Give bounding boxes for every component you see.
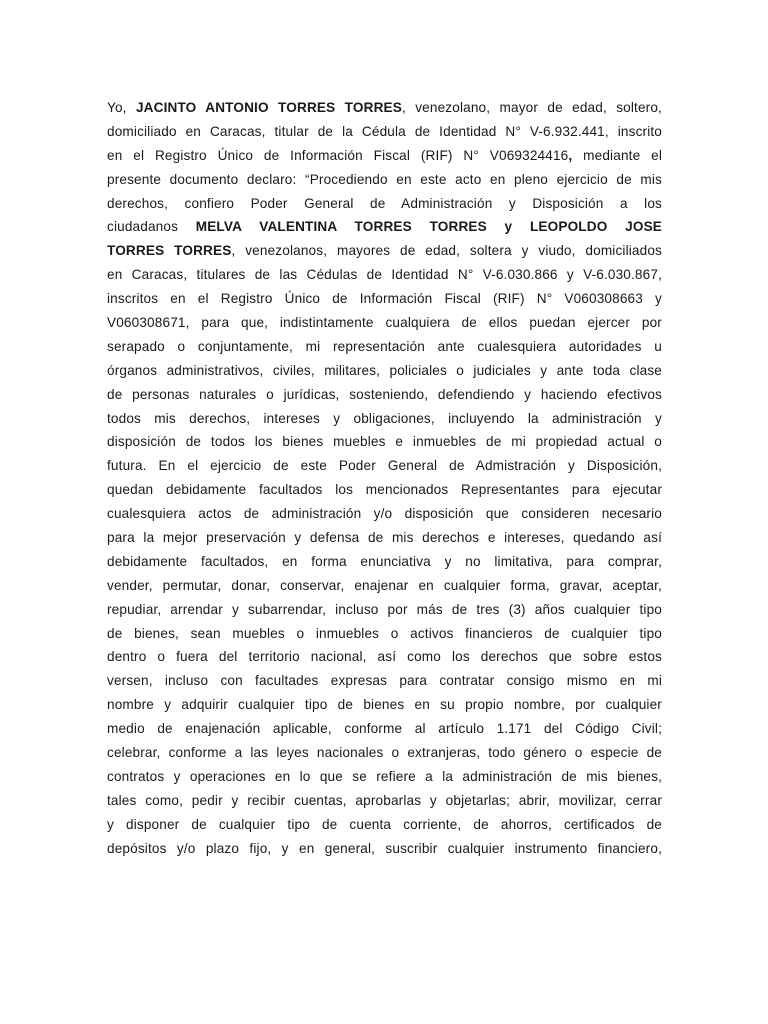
text-run: versen, incluso con facultades expresas para contratar consigo mismo en mi	[107, 673, 662, 689]
text-run: celebrar, conforme a las leyes nacionales o extranjeras, todo género o especie de	[107, 745, 662, 761]
text-run: Yo,	[107, 100, 136, 115]
text-run: ciudadanos	[107, 219, 196, 235]
attorney-names: TORRES TORRES	[107, 243, 232, 259]
text-line	[107, 717, 662, 741]
text-run: todos mis derechos, intereses y obligaciones, incluyendo la administración y	[107, 410, 662, 426]
text-run: de personas naturales o jurídicas, sosteniendo, defendiendo y haciendo efectivos	[107, 386, 662, 402]
document-body	[107, 96, 662, 861]
text-line	[107, 693, 662, 717]
text-run: de bienes, sean muebles o inmuebles o activos financieros de cualquier tipo	[107, 625, 662, 641]
text-line	[107, 478, 662, 502]
text-run: , venezolanos, mayores de edad, soltera y viudo, domiciliados	[231, 243, 662, 259]
text-run: medio de enajenación aplicable, conforme al artículo 1.171 del Código Civil;	[107, 721, 662, 737]
attorney-names: MELVA VALENTINA TORRES TORRES y LEOPOLDO JOSE	[195, 219, 662, 235]
text-line	[107, 622, 662, 646]
text-line	[107, 526, 662, 550]
grantor-name: JACINTO ANTONIO TORRES TORRES	[135, 100, 402, 115]
text-line	[107, 335, 662, 359]
text-line	[107, 430, 662, 454]
text-line	[107, 263, 662, 287]
text-line	[107, 120, 662, 144]
text-run: presente documento declaro: “Procediendo en este acto en pleno ejercicio de mis	[107, 171, 662, 187]
text-run: mediante el	[572, 147, 662, 163]
text-run: dentro o fuera del territorio nacional, así como los derechos que sobre estos	[107, 649, 662, 665]
text-line	[107, 454, 662, 478]
text-line	[107, 837, 662, 861]
text-line	[107, 96, 662, 120]
text-line	[107, 574, 662, 598]
text-run: vender, permutar, donar, conservar, enajenar en cualquier forma, gravar, aceptar,	[107, 577, 662, 593]
text-run: y disponer de cualquier tipo de cuenta corriente, de ahorros, certificados de	[107, 816, 662, 832]
text-run: serapado o conjuntamente, mi representación ante cualesquiera autoridades u	[107, 338, 662, 354]
text-line	[107, 239, 662, 263]
text-run: repudiar, arrendar y subarrendar, incluso por más de tres (3) años cualquier tipo	[107, 601, 662, 617]
text-run: , venezolano, mayor de edad, soltero,	[401, 100, 662, 115]
text-run: depósitos y/o plazo fijo, y en general, suscribir cualquier instrumento financiero,	[107, 840, 662, 856]
text-run: futura. En el ejercicio de este Poder General de Admistración y Disposición,	[107, 458, 662, 474]
text-line	[107, 192, 662, 216]
text-run: nombre y adquirir cualquier tipo de bienes en su propio nombre, por cualquier	[107, 697, 662, 713]
text-line	[107, 741, 662, 765]
text-line	[107, 645, 662, 669]
text-run: V060308671, para que, indistintamente cualquiera de ellos puedan ejercer por	[107, 315, 662, 331]
text-line	[107, 598, 662, 622]
text-line	[107, 502, 662, 526]
text-run: en Caracas, titulares de las Cédulas de Identidad N° V-6.030.866 y V-6.030.867,	[107, 267, 662, 283]
text-line	[107, 407, 662, 431]
text-line	[107, 813, 662, 837]
text-run: domiciliado en Caracas, titular de la Cédula de Identidad N° V-6.932.441, inscrito	[107, 123, 662, 139]
text-line	[107, 359, 662, 383]
text-line	[107, 789, 662, 813]
text-run: quedan debidamente facultados los mencionados Representantes para ejecutar	[107, 482, 662, 498]
text-run: en el Registro Único de Información Fiscal (RIF) N° V069324416	[107, 147, 569, 163]
text-line	[107, 287, 662, 311]
text-run-bold: ,	[568, 147, 573, 163]
text-line	[107, 311, 662, 335]
text-line	[107, 383, 662, 407]
text-run: tales como, pedir y recibir cuentas, aprobarlas y objetarlas; abrir, movilizar, cerrar	[107, 792, 662, 808]
text-run: inscritos en el Registro Único de Información Fiscal (RIF) N° V060308663 y	[107, 291, 662, 307]
text-line	[107, 765, 662, 789]
text-run: contratos y operaciones en lo que se refiere a la administración de mis bienes,	[107, 768, 662, 784]
text-run: órganos administrativos, civiles, militares, policiales o judiciales y ante toda clase	[107, 362, 662, 378]
text-run: derechos, confiero Poder General de Administración y Disposición a los	[107, 195, 662, 211]
text-line	[107, 669, 662, 693]
text-run: disposición de todos los bienes muebles e inmuebles de mi propiedad actual o	[107, 434, 662, 450]
text-run: cualesquiera actos de administración y/o disposición que consideren necesario	[107, 506, 662, 522]
text-run: debidamente facultados, en forma enunciativa y no limitativa, para comprar,	[107, 553, 662, 569]
text-run: para la mejor preservación y defensa de mis derechos e intereses, quedando así	[107, 530, 662, 546]
text-line	[107, 144, 662, 168]
text-line	[107, 215, 662, 239]
text-line	[107, 168, 662, 192]
text-line	[107, 550, 662, 574]
